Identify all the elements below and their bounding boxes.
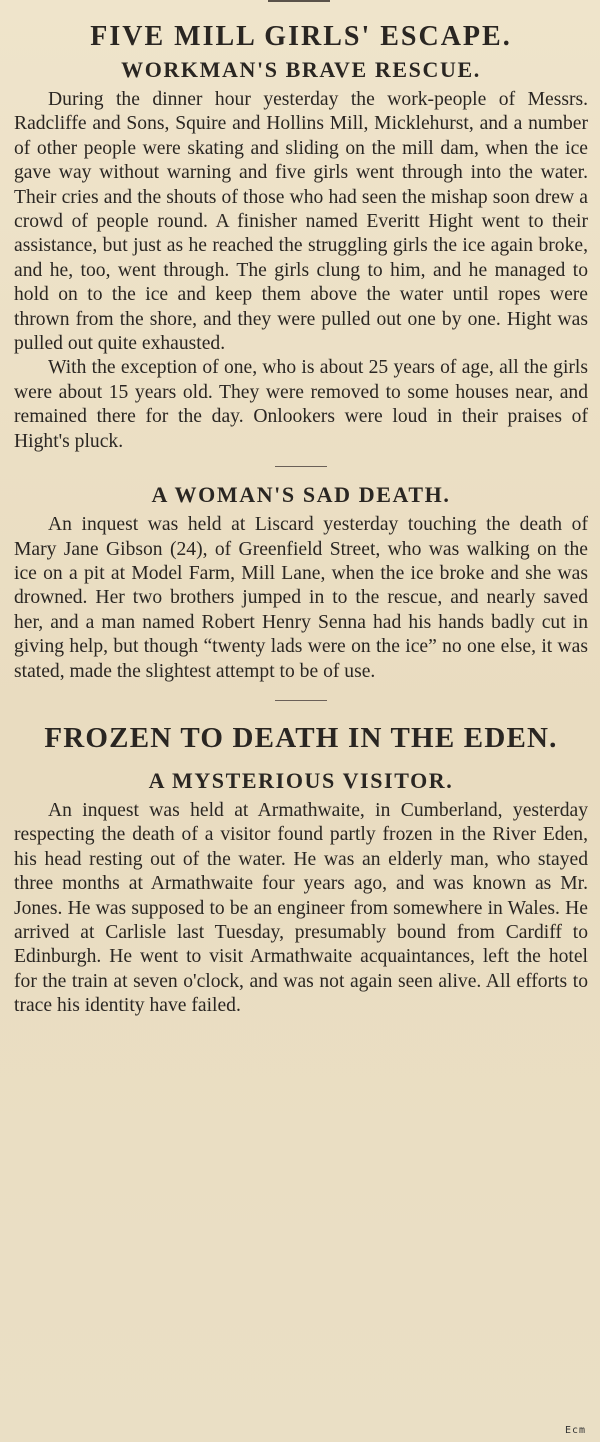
section-divider <box>275 466 327 467</box>
article-body <box>14 799 588 1019</box>
article-woman-death <box>14 481 588 684</box>
article-body <box>14 88 588 454</box>
paragraph: With the exception of one, who is about 25 years of age, all the girls were about 15 years old. They were removed to some houses near, and remained there for the day. Onlookers were loud in their praises of Hight's pluck. <box>14 357 588 452</box>
article-body <box>14 513 588 684</box>
subheadline-mysterious-visitor: A MYSTERIOUS VISITOR. <box>148 767 454 793</box>
article-frozen-eden <box>14 717 588 1019</box>
top-rule <box>268 0 330 2</box>
paragraph: An inquest was held at Armathwaite, in Cumberland, yesterday respecting the death of a visitor found partly frozen in the River Eden, his head resting out of the water. He was an elderly man, who stayed three months at Armathwaite four years ago, and was known as Mr. Jones. He was supposed to be an engineer from somewhere in Wales. He arrived at Carlisle last Tuesday, presumably bound from Cardiff to Edinburgh. He went to visit Armathwaite acquaintances, left the hotel for the train at seven o'clock, and was not again seen alive. All efforts to trace his identity have failed. <box>14 799 588 1017</box>
paragraph: During the dinner hour yesterday the work-people of Messrs. Radcliffe and Sons, Squire and Hollins Mill, Micklehurst, and a number of other people were skating and sliding on the mill dam, when the ice gave way without warning and five girls went through into the water. Their cries and the shouts of those who had seen the mishap soon drew a crowd of people round. A finisher named Everitt Hight went to their assistance, but just as he reached the struggling girls the ice again broke, and he, too, went through. The girls clung to him, and he managed to hold on to the ice and keep them above the water until ropes were thrown from the shore, and they were pulled out one by one. Hight was pulled out quite exhausted. <box>14 89 588 355</box>
article-mill-girls <box>14 20 588 454</box>
section-divider <box>275 700 327 701</box>
headline-mill-girls: FIVE MILL GIRLS' ESCAPE. <box>90 21 512 52</box>
headline-frozen-eden: FROZEN TO DEATH IN THE EDEN. <box>44 721 558 754</box>
signature-mark: Ecm <box>564 1425 586 1436</box>
subheadline-brave-rescue: WORKMAN'S BRAVE RESCUE. <box>121 57 481 82</box>
paragraph: An inquest was held at Liscard yesterday touching the death of Mary Jane Gibson (24), of Greenfield Street, who was walking on the ice on a pit at Model Farm, Mill Lane, when the ice broke and she was drowned. Her two brothers jumped in to the rescue, and nearly saved her, and a man named Robert Henry Senna had his hands badly cut in giving help, but though “twenty lads were on the ice” no one else, it was stated, made the slightest attempt to be of use. <box>14 514 588 682</box>
headline-woman-death: A WOMAN'S SAD DEATH. <box>151 482 451 508</box>
